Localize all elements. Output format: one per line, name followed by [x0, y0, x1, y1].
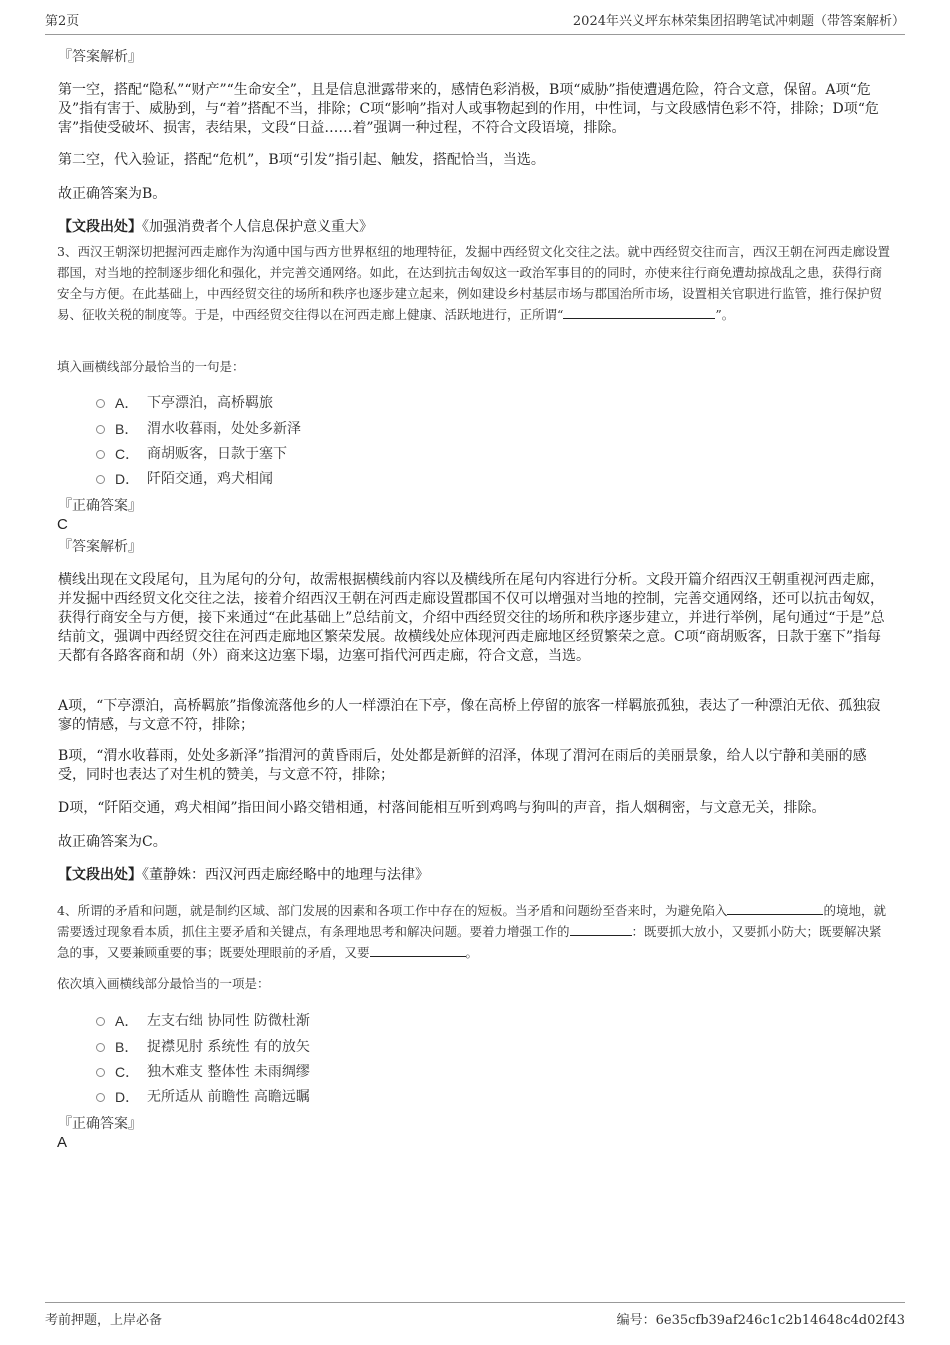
- radio-icon[interactable]: [96, 450, 105, 459]
- q3-analysis-p3: B项，“渭水收暮雨，处处多新泽”指渭河的黄昏雨后，处处都是新鲜的沼泽，体现了渭河在雨后的美丽景象，给人以宁静和美丽的感受，同时也表达了对生机的赞美，与文意不符，排除；: [58, 748, 867, 783]
- q2-source: [58, 218, 890, 237]
- option-letter: A．: [115, 395, 139, 411]
- footer-slogan: 考前押题，上岸必备: [45, 1313, 163, 1328]
- option-letter: C．: [115, 1064, 140, 1080]
- q3-conclusion: 故正确答案为C。: [58, 834, 167, 850]
- q3-correct-label: 『正确答案』: [58, 498, 142, 514]
- radio-icon[interactable]: [96, 475, 105, 484]
- option-text: 无所适从 前瞻性 高瞻远瞩: [147, 1089, 310, 1105]
- option-text: 阡陌交通，鸡犬相闻: [147, 471, 273, 487]
- option-letter: C．: [115, 446, 140, 462]
- option-text: 商胡贩客，日款于塞下: [147, 446, 287, 462]
- page-number: 第2页: [45, 14, 80, 29]
- q2-analysis-p2: 第二空，代入验证，搭配“危机”，B项“引发”指引起、触发，搭配恰当，当选。: [58, 152, 545, 168]
- q4-passage-part3: ：既要抓大放小，又要抓小防大；既要解决紧急的事，又要兼顾重要的事；既要处理眼前的矛盾，又要: [57, 924, 882, 960]
- q2-source-text: 《加强消费者个人信息保护意义重大》: [142, 219, 373, 235]
- q3-correct-answer: C: [57, 516, 68, 533]
- q2-conclusion: 故正确答案为B。: [58, 186, 167, 202]
- radio-icon[interactable]: [96, 1068, 105, 1077]
- option-letter: A．: [115, 1013, 139, 1029]
- q2-analysis-p1: 第一空，搭配“隐私”“财产”“生命安全”，且是信息泄露带来的，感情色彩消极，B项“威胁”指使遭遇危险，符合文意，保留。A项“危及”指有害于、威胁到，与“着”搭配不当，排除；C项“影响”指对人或事物起到的作用，中性词，与文段感情色彩不符，排除；D项“危害”指使受破坏、损害，表结果，文段“日益……着”强调一种过程，不符合文段语境，排除。: [58, 82, 879, 136]
- q3-option-b[interactable]: [96, 419, 301, 439]
- q3-analysis-p2: A项，“下亭漂泊，高桥羁旅”指像流落他乡的人一样漂泊在下亭，像在高桥上停留的旅客一样羁旅孤独，表达了一种漂泊无依、孤独寂寥的情感，与文意不符，排除；: [58, 698, 881, 733]
- radio-icon[interactable]: [96, 1093, 105, 1102]
- q3-stem: 填入画横线部分最恰当的一句是：: [57, 359, 245, 374]
- q2-source-label: 【文段出处】: [58, 219, 142, 235]
- radio-icon[interactable]: [96, 425, 105, 434]
- option-text: 独木难支 整体性 未雨绸缪: [147, 1064, 310, 1080]
- q4-option-b[interactable]: [96, 1037, 310, 1057]
- radio-icon[interactable]: [96, 1017, 105, 1026]
- q3-analysis-label: 『答案解析』: [58, 539, 142, 555]
- q4-passage: [57, 900, 893, 963]
- q3-source-text: 《董静姝：西汉河西走廊经略中的地理与法律》: [142, 867, 429, 883]
- radio-icon[interactable]: [96, 1043, 105, 1052]
- q3-option-a[interactable]: [96, 393, 273, 413]
- q3-option-d[interactable]: [96, 469, 273, 489]
- q4-blank-1: [727, 902, 823, 915]
- q3-analysis-p1: 横线出现在文段尾句，且为尾句的分句，故需根据横线前内容以及横线所在尾句内容进行分析。文段开篇介绍西汉王朝重视河西走廊，并发掘中西经贸文化交往之法，接着介绍西汉王朝在河西走廊设置郡国不仅可以增强对当地的控制，完善交通网络，还可以抗击匈奴，获得行商安全与方便，接下来通过“在此基础上”总结前文，介绍中西经贸交往的场所和秩序逐步建立，并进行举例，尾句通过“于是”总结前文，强调中西经贸交往在河西走廊地区繁荣发展。故横线处应体现河西走廊地区经贸繁荣之意。C项“商胡贩客，日款于塞下”指每天都有各路客商和胡（外）商来这边塞下塌，边塞可指代河西走廊，符合文意，当选。: [58, 572, 885, 664]
- q4-correct-label: 『正确答案』: [58, 1116, 142, 1132]
- document-title: 2024年兴义坪东林荣集团招聘笔试冲刺题（带答案解析）: [572, 14, 905, 29]
- option-text: 左支右绌 协同性 防微杜渐: [147, 1013, 310, 1029]
- q2-analysis-label: 『答案解析』: [58, 49, 142, 65]
- q4-passage-part2: 的境地，就需要透过现象看本质，抓住主要矛盾和关键点，有条理地思考和解决问题。要着力增强工作的: [57, 903, 886, 939]
- q3-passage-before: 3、西汉王朝深切把握河西走廊作为沟通中国与西方世界枢纽的地理特征，发掘中西经贸文化交往之法。就中西经贸交往而言，西汉王朝在河西走廊设置郡国，对当地的控制逐步细化和强化，并完善交通网络。如此，在达到抗击匈奴这一政治军事目的的同时，亦使来往行商免遭劫掠战乱之患，获得行商安全与方便。在此基础上，中西经贸交往的场所和秩序也逐步建立起来，例如建设乡村基层市场与郡国治所市场，设置相关官职进行监管，推行保护贸易、征收关税的制度等。于是，中西经贸交往得以在河西走廊上健康、活跃地进行，正所谓“: [57, 244, 890, 322]
- option-text: 渭水收暮雨，处处多新泽: [147, 421, 301, 437]
- page-footer: [45, 1302, 905, 1339]
- q3-analysis-p4: D项，“阡陌交通，鸡犬相闻”指田间小路交错相通，村落间能相互听到鸡鸣与狗叫的声音，指人烟稠密，与文意无关，排除。: [58, 800, 826, 816]
- q4-option-c[interactable]: [96, 1062, 310, 1082]
- q4-option-d[interactable]: [96, 1087, 310, 1107]
- option-text: 捉襟见肘 系统性 有的放矢: [147, 1039, 310, 1055]
- q3-option-c[interactable]: [96, 444, 287, 464]
- q4-blank-3: [370, 944, 466, 957]
- q4-passage-part1: 4、所谓的矛盾和问题，就是制约区域、部门发展的因素和各项工作中存在的短板。当矛盾和问题纷至沓来时，为避免陷入: [57, 903, 728, 918]
- q3-blank: [563, 306, 715, 319]
- option-letter: B．: [115, 1039, 139, 1055]
- radio-icon[interactable]: [96, 399, 105, 408]
- option-letter: B．: [115, 421, 139, 437]
- q3-source: [58, 866, 890, 885]
- q4-stem: 依次填入画横线部分最恰当的一项是：: [57, 976, 270, 991]
- q3-source-label: 【文段出处】: [58, 867, 142, 883]
- q4-blank-2: [570, 923, 632, 936]
- q4-passage-part4: 。: [465, 945, 479, 960]
- q3-passage-after: ”。: [715, 307, 735, 322]
- q4-correct-answer: A: [57, 1134, 68, 1151]
- option-text: 下亭漂泊，高桥羁旅: [147, 395, 273, 411]
- footer-code: 编号：6e35cfb39af246c1c2b14648c4d02f43: [616, 1313, 905, 1328]
- q3-passage: [57, 241, 893, 325]
- option-letter: D．: [115, 1089, 140, 1105]
- q4-option-a[interactable]: [96, 1011, 310, 1031]
- option-letter: D．: [115, 471, 140, 487]
